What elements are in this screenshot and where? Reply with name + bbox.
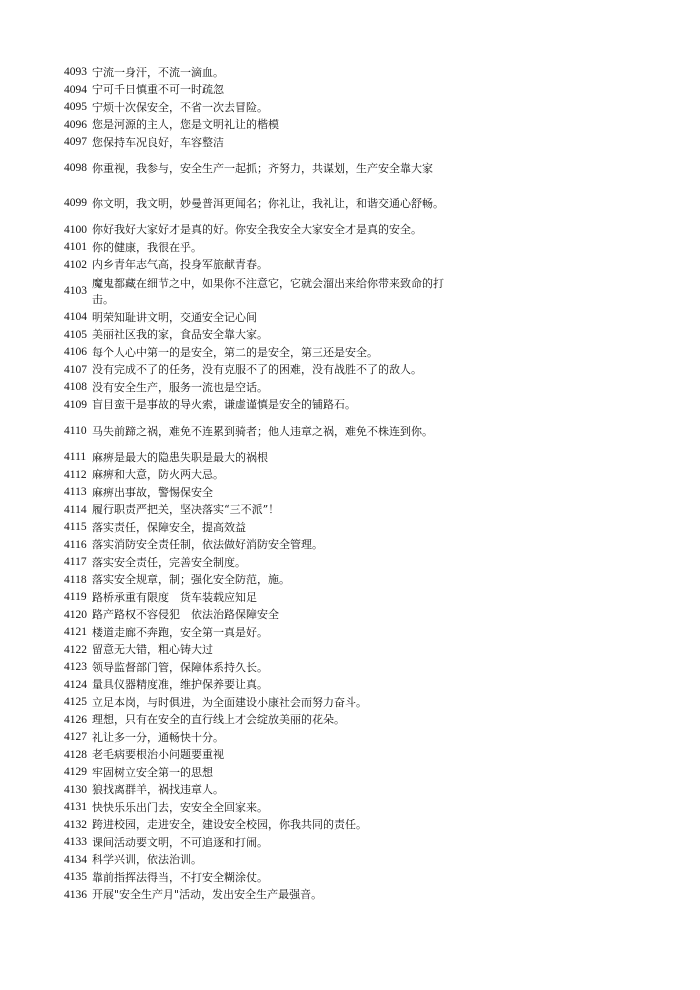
item-text: 盲目蛮干是事故的导火索，谦虚谨慎是安全的铺路石。 bbox=[92, 398, 356, 412]
item-number: 4102 bbox=[64, 258, 87, 271]
item-number: 4117 bbox=[64, 556, 87, 568]
list-item bbox=[64, 572, 464, 590]
item-text: 课间活动要文明，不可追逐和打闹。 bbox=[92, 835, 268, 849]
list-item bbox=[64, 327, 464, 345]
item-text: 快快乐乐出门去，安安全全回家来。 bbox=[92, 800, 268, 814]
list-item bbox=[64, 134, 464, 152]
item-number: 4112 bbox=[64, 468, 87, 481]
item-number: 4136 bbox=[64, 888, 87, 901]
item-text: 马失前蹄之祸，难免不连累到骑者；他人违章之祸，难免不株连到你。 bbox=[92, 424, 433, 438]
item-number: 4129 bbox=[64, 766, 87, 778]
item-text: 理想，只有在安全的直行线上才会绽放美丽的花朵。 bbox=[92, 713, 345, 727]
list-item bbox=[64, 659, 464, 677]
item-text: 履行职责严把关，坚决落实“三不派”！ bbox=[92, 503, 280, 517]
item-text: 楼道走廊不奔跑，安全第一真是好。 bbox=[92, 625, 268, 639]
item-number: 4122 bbox=[64, 643, 87, 656]
item-number: 4133 bbox=[64, 836, 87, 848]
item-text: 领导监督部门管，保障体系持久长。 bbox=[92, 660, 268, 674]
item-number: 4096 bbox=[64, 118, 87, 131]
item-number: 4105 bbox=[64, 328, 87, 341]
list-item bbox=[64, 274, 464, 309]
list-item bbox=[64, 589, 464, 607]
item-text: 每个人心中第一的是安全，第二的是安全，第三还是安全。 bbox=[92, 345, 378, 359]
list-item bbox=[64, 747, 464, 765]
list-item bbox=[64, 729, 464, 747]
item-text: 美丽社区我的家，食品安全靠大家。 bbox=[92, 328, 268, 342]
item-number: 4097 bbox=[64, 136, 87, 148]
list-item bbox=[64, 869, 464, 887]
item-text: 你重视，我参与，安全生产一起抓；齐努力，共谋划，生产安全靠大家 bbox=[92, 162, 433, 175]
list-item bbox=[64, 677, 464, 695]
list-item bbox=[64, 362, 464, 380]
item-number: 4107 bbox=[64, 363, 87, 376]
item-number: 4121 bbox=[64, 626, 87, 638]
item-number: 4135 bbox=[64, 871, 87, 883]
list-item bbox=[64, 624, 464, 642]
list-item bbox=[64, 554, 464, 572]
list-item bbox=[64, 414, 464, 449]
item-text: 靠前指挥法得当，不打安全糊涂仗。 bbox=[92, 870, 268, 884]
list-item bbox=[64, 642, 464, 660]
item-number: 4132 bbox=[64, 818, 87, 831]
item-text: 魔鬼都藏在细节之中，如果你不注意它，它就会溜出来给你带来致命的打击。 bbox=[92, 276, 444, 306]
list-item bbox=[64, 309, 464, 327]
item-text: 宁流一身汗，不流一滴血。 bbox=[92, 65, 224, 79]
item-number: 4120 bbox=[64, 608, 87, 621]
item-number: 4126 bbox=[64, 713, 87, 726]
item-number: 4108 bbox=[64, 381, 87, 393]
list-item bbox=[64, 537, 464, 555]
item-text: 麻痹是最大的隐患失职是最大的祸根 bbox=[92, 450, 268, 464]
list-item bbox=[64, 484, 464, 502]
list-item bbox=[64, 239, 464, 257]
item-number: 4118 bbox=[64, 573, 87, 586]
item-number: 4127 bbox=[64, 731, 87, 743]
item-number: 4124 bbox=[64, 678, 87, 691]
list-item bbox=[64, 782, 464, 800]
list-item bbox=[64, 817, 464, 835]
item-number: 4128 bbox=[64, 748, 87, 761]
item-number: 4130 bbox=[64, 783, 87, 796]
list-item bbox=[64, 64, 464, 82]
list-item bbox=[64, 379, 464, 397]
item-text: 狼找离群羊，祸找违章人。 bbox=[92, 783, 224, 797]
item-number: 4103 bbox=[64, 284, 87, 297]
list-item bbox=[64, 117, 464, 135]
item-text: 路桥承重有限度 货车装载应知足 bbox=[92, 590, 257, 604]
item-number: 4115 bbox=[64, 521, 87, 533]
item-number: 4101 bbox=[64, 241, 87, 253]
item-text: 没有安全生产，服务一流也是空话。 bbox=[92, 380, 268, 394]
item-number: 4114 bbox=[64, 503, 87, 516]
item-number: 4111 bbox=[64, 451, 87, 463]
item-number: 4093 bbox=[64, 66, 87, 78]
list-item bbox=[64, 449, 464, 467]
item-text: 立足本岗，与时俱进，为全面建设小康社会而努力奋斗。 bbox=[92, 695, 367, 709]
item-text: 落实消防安全责任制，依法做好消防安全管理。 bbox=[92, 538, 323, 552]
list-item bbox=[64, 99, 464, 117]
item-text: 你的健康，我很在乎。 bbox=[92, 240, 202, 254]
list-item bbox=[64, 852, 464, 870]
item-text: 老毛病要根治小问题要重视 bbox=[92, 748, 224, 762]
item-number: 4109 bbox=[64, 398, 87, 411]
item-text: 内乡青年志气高，投身军旅献青春。 bbox=[92, 258, 268, 272]
item-text: 麻痹和大意，防火两大忌。 bbox=[92, 468, 224, 482]
item-number: 4098 bbox=[64, 162, 87, 175]
list-item bbox=[64, 257, 464, 275]
item-number: 4123 bbox=[64, 661, 87, 673]
item-number: 4106 bbox=[64, 346, 87, 358]
item-text: 落实安全规章，制；强化安全防范，施。 bbox=[92, 573, 290, 587]
list-item bbox=[64, 712, 464, 730]
item-number: 4113 bbox=[64, 486, 87, 498]
list-item bbox=[64, 82, 464, 100]
list-item bbox=[64, 694, 464, 712]
list-item bbox=[64, 152, 464, 187]
list-item bbox=[64, 834, 464, 852]
item-number: 4116 bbox=[64, 538, 87, 551]
item-text: 你文明，我文明，妙曼普洱更闻名；你礼让，我礼让，和谐交通心舒畅。 bbox=[92, 197, 444, 210]
list-item bbox=[64, 344, 464, 362]
item-number: 4099 bbox=[64, 197, 87, 210]
list-item bbox=[64, 799, 464, 817]
list-item bbox=[64, 607, 464, 625]
item-text: 科学兴训，依法治训。 bbox=[92, 853, 202, 867]
item-text: 跨进校园，走进安全，建设安全校园，你我共同的责任。 bbox=[92, 818, 367, 832]
item-text: 礼让多一分，通畅快十分。 bbox=[92, 730, 224, 744]
item-text: 路产路权不容侵犯 依法治路保障安全 bbox=[92, 608, 279, 622]
list-item bbox=[64, 222, 464, 240]
item-text: 落实安全责任，完善安全制度。 bbox=[92, 555, 246, 569]
item-number: 4094 bbox=[64, 83, 87, 96]
item-number: 4104 bbox=[64, 311, 87, 323]
item-text: 留意无大错，粗心铸大过 bbox=[92, 643, 213, 657]
item-text: 牢固树立安全第一的思想 bbox=[92, 765, 213, 779]
item-number: 4134 bbox=[64, 853, 87, 866]
item-number: 4095 bbox=[64, 101, 87, 113]
item-text: 落实责任，保障安全，提高效益 bbox=[92, 520, 246, 534]
list-item bbox=[64, 187, 464, 222]
item-text: 您保持车况良好，车容整洁 bbox=[92, 135, 224, 149]
list-item bbox=[64, 519, 464, 537]
item-text: 量具仪器精度准，维护保养要让真。 bbox=[92, 678, 268, 692]
item-text: 你好我好大家好才是真的好。你安全我安全大家安全才是真的安全。 bbox=[92, 223, 422, 237]
item-text: 宁烦十次保安全，不省一次去冒险。 bbox=[92, 100, 268, 114]
item-number: 4131 bbox=[64, 801, 87, 813]
item-number: 4110 bbox=[64, 424, 87, 437]
slogan-list bbox=[64, 64, 464, 904]
list-item bbox=[64, 467, 464, 485]
item-text: 您是河源的主人，您是文明礼让的楷模 bbox=[92, 118, 279, 132]
item-number: 4119 bbox=[64, 591, 87, 603]
item-number: 4125 bbox=[64, 696, 87, 708]
list-item bbox=[64, 397, 464, 415]
list-item bbox=[64, 887, 464, 905]
item-text: 明荣知耻讲文明，交通安全记心间 bbox=[92, 310, 257, 324]
item-number: 4100 bbox=[64, 223, 87, 236]
list-item bbox=[64, 764, 464, 782]
item-text: 开展"安全生产月"活动，发出安全生产最强音。 bbox=[92, 888, 323, 902]
list-item bbox=[64, 502, 464, 520]
item-text: 没有完成不了的任务，没有克服不了的困难，没有战胜不了的敌人。 bbox=[92, 363, 422, 377]
item-text: 宁可千日慎重不可一时疏忽 bbox=[92, 83, 224, 97]
item-text: 麻痹出事故，警惕保安全 bbox=[92, 485, 213, 499]
